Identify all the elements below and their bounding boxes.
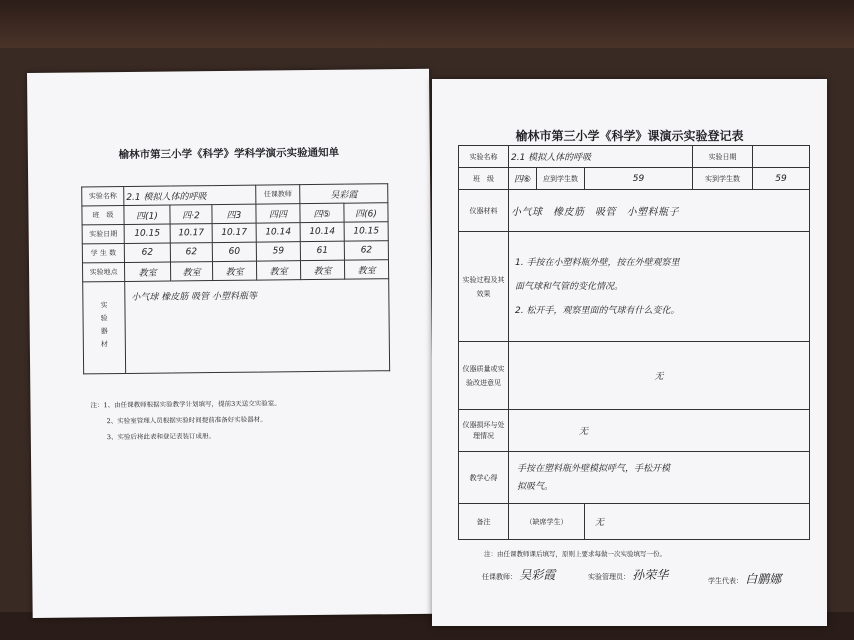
student-signature: [708, 570, 781, 587]
experiment-name-value: 2.1 模拟人体的呼吸: [124, 185, 256, 205]
location-cell: 教室: [170, 262, 212, 281]
teacher-signature-value: 吴彩霞: [519, 568, 556, 582]
remarks-value: 无: [585, 504, 810, 540]
teacher-signature-label: 任课教师：: [482, 573, 517, 581]
students-cell: 60: [212, 242, 256, 261]
process-line: 面气球和气管的变化情况。: [515, 281, 624, 292]
expected-students-value: 59: [585, 168, 693, 190]
registration-form-table: [458, 145, 810, 540]
reflection-line: 手按在塑料瓶外壁模拟呼气，手松开模: [517, 463, 671, 474]
notice-note-2: 2、实验室管理人员根据实验时间提前准备好实验器材。: [106, 415, 267, 426]
location-cell: 教室: [344, 260, 388, 279]
class-cell: 四四: [256, 204, 300, 223]
label-actual-students: 实到学生数: [693, 168, 753, 190]
label-experiment-name: 实验名称: [82, 186, 124, 205]
teacher-value: 吴彩霞: [300, 184, 388, 204]
label-location: 实验地点: [82, 262, 124, 281]
label-date: 实验日期: [82, 224, 124, 243]
label-process: 实验过程及其效果: [459, 232, 509, 342]
experiment-date-value: [753, 146, 810, 168]
students-cell: 61: [300, 241, 344, 260]
notice-form-page: [27, 69, 435, 618]
label-students: 学 生 数: [82, 243, 124, 262]
location-cell: 教室: [212, 261, 256, 280]
label-expected-students: 应到学生数: [537, 168, 585, 190]
class-cell: 四3: [212, 204, 256, 223]
class-cell: 四·2: [170, 205, 212, 224]
actual-students-value: 59: [753, 168, 810, 190]
class-cell: 四(1): [124, 205, 170, 224]
process-value: [509, 232, 810, 342]
location-cell: 教室: [256, 261, 300, 280]
location-cell: 教室: [124, 262, 170, 281]
admin-signature: [588, 566, 668, 583]
date-cell: 10.14: [300, 222, 344, 241]
student-signature-value: 白鹏娜: [745, 572, 782, 586]
class-cell: 四⑤: [300, 203, 344, 222]
label-teacher: 任课教师: [256, 185, 300, 204]
students-cell: 62: [344, 241, 388, 260]
notice-form-title: 榆林市第三小学《科学》学科学演示实验通知单: [118, 146, 340, 162]
materials-value: 小气球 橡皮筋 吸管 小塑料瓶等: [125, 279, 390, 374]
registration-form-page: [432, 79, 827, 626]
class-value: 四⑥: [509, 168, 537, 190]
process-line: 1. 手按在小塑料瓶外壁，按在外壁观察里: [515, 257, 680, 268]
notice-note-3: 3、实验后将此表和登记表装订成册。: [106, 432, 215, 442]
notice-form-table: [81, 183, 390, 374]
label-class: 班 级: [82, 205, 124, 224]
registration-form-title: 榆林市第三小学《科学》课演示实验登记表: [515, 129, 744, 143]
label-absent-students: （缺席学生）: [509, 504, 585, 540]
location-cell: 教室: [300, 260, 344, 279]
quality-value: 无: [509, 342, 810, 410]
student-signature-label: 学生代表：: [708, 577, 743, 585]
label-reflection: 教学心得: [459, 452, 509, 504]
students-cell: 62: [124, 243, 170, 262]
label-experiment-name: 实验名称: [459, 146, 509, 168]
notice-note-1: 注：1、由任课教师根据实验教学计划填写，提前3天送交实验室。: [90, 399, 281, 410]
date-cell: 10.15: [344, 222, 388, 241]
label-quality: 仪器质量或实验改进意见: [459, 342, 509, 410]
date-cell: 10.17: [170, 224, 212, 243]
reflection-line: 拟吸气。: [517, 481, 554, 492]
date-cell: 10.14: [256, 223, 300, 242]
reflection-value: [509, 452, 810, 504]
registration-footer-note: 注：由任课教师课后填写，原则上要求每做一次实验填写一份。: [484, 550, 666, 558]
wooden-table-top: [0, 0, 854, 48]
students-cell: 59: [256, 242, 300, 261]
damage-value: 无: [509, 410, 810, 452]
date-cell: 10.15: [124, 224, 170, 243]
date-cell: 10.17: [212, 223, 256, 242]
label-remarks: 备注: [459, 504, 509, 540]
admin-signature-value: 孙荣华: [632, 568, 669, 582]
admin-signature-label: 实验管理员：: [588, 573, 630, 581]
label-equipment: 仪器材料: [459, 190, 509, 232]
experiment-name-value: 2.1 模拟人体的呼吸: [509, 146, 693, 168]
students-cell: 62: [170, 243, 212, 262]
teacher-signature: [482, 566, 555, 583]
equipment-value: 小气球 橡皮筋 吸管 小塑料瓶子: [509, 190, 810, 232]
label-materials: 实验器材: [83, 281, 126, 373]
label-damage: 仪器损坏与处理情况: [459, 410, 509, 452]
label-class: 班 级: [459, 168, 509, 190]
class-cell: 四(6): [344, 203, 388, 222]
process-line: 2. 松开手，观察里面的气球有什么变化。: [515, 305, 680, 316]
label-experiment-date: 实验日期: [693, 146, 753, 168]
